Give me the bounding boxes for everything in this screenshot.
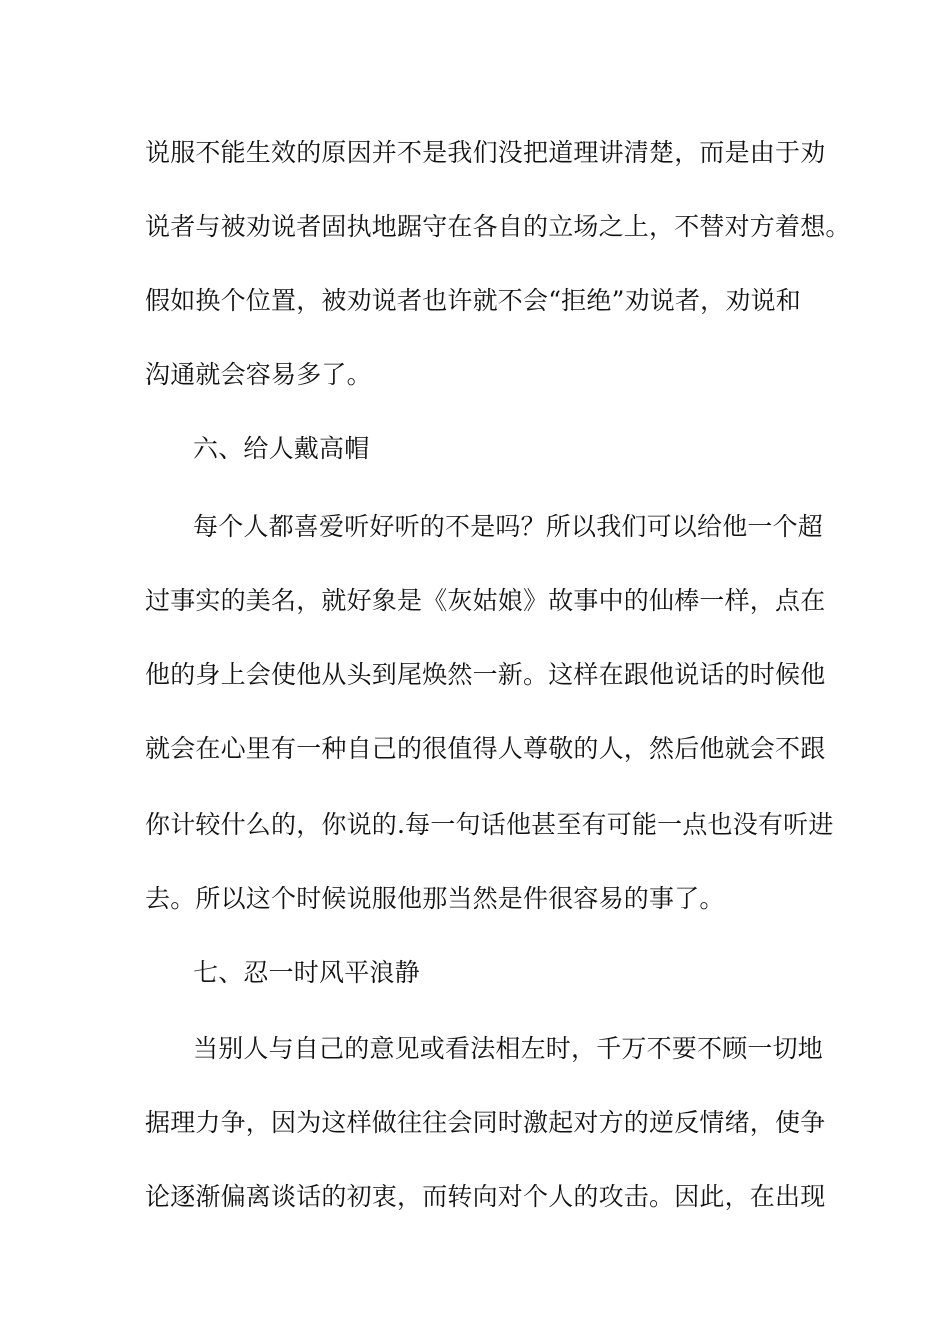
paragraph-line: 论逐渐偏离谈话的初衷，而转向对个人的攻击。因此，在出现 bbox=[145, 1182, 826, 1211]
paragraph-line: 据理力争，因为这样做往往会同时激起对方的逆反情绪，使争 bbox=[145, 1108, 826, 1137]
paragraph-line: 他的身上会使他从头到尾焕然一新。这样在跟他说话的时候他 bbox=[145, 660, 826, 689]
paragraph-line: 每个人都喜爱听好听的不是吗？所以我们可以给他一个超 bbox=[193, 512, 824, 541]
paragraph-line: 就会在心里有一种自己的很值得人尊敬的人，然后他就会不跟 bbox=[145, 734, 826, 763]
section-heading: 六、给人戴高帽 bbox=[193, 434, 370, 463]
paragraph-line: 说者与被劝说者固执地踞守在各自的立场之上，不替对方着想。 bbox=[145, 212, 851, 241]
paragraph-line: 说服不能生效的原因并不是我们没把道理讲清楚，而是由于劝 bbox=[145, 138, 826, 167]
section-heading: 七、忍一时风平浪静 bbox=[193, 958, 420, 987]
paragraph-line: 假如换个位置，被劝说者也许就不会“拒绝”劝说者，劝说和 bbox=[145, 286, 801, 315]
paragraph-line: 过事实的美名，就好象是《灰姑娘》故事中的仙棒一样，点在 bbox=[145, 586, 826, 615]
paragraph-line: 沟通就会容易多了。 bbox=[145, 360, 372, 389]
paragraph-line: 当别人与自己的意见或看法相左时，千万不要不顾一切地 bbox=[193, 1034, 824, 1063]
paragraph-line: 你计较什么的，你说的.每一句话他甚至有可能一点也没有听进 bbox=[145, 810, 834, 839]
paragraph-line: 去。所以这个时候说服他那当然是件很容易的事了。 bbox=[145, 884, 725, 913]
